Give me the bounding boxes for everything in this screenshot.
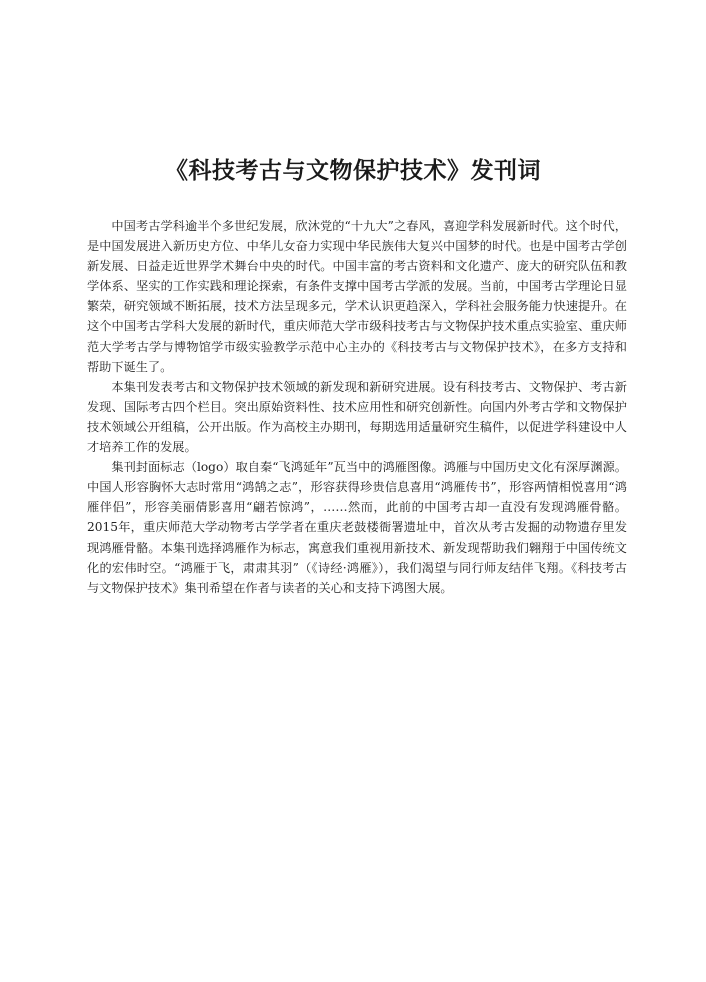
document-body [87, 216, 627, 598]
paragraph-intro: 中国考古学科逾半个多世纪发展，欣沐党的“十九大”之春风，喜迎学科发展新时代。这个时代，是中国发展进入新历史方位、中华儿女奋力实现中华民族伟大复兴中国梦的时代。也是中国考古学创新发展、日益走近世界学术舞台中央的时代。中国丰富的考古资料和文化遗产、庞大的研究队伍和教学体系、坚实的工作实践和理论探索，有条件支撑中国考古学派的发展。当前，中国考古学理论日显繁荣，研究领域不断拓展，技术方法呈现多元，学术认识更趋深入，学科社会服务能力快速提升。在这个中国考古学科大发展的新时代，重庆师范大学市级科技考古与文物保护技术重点实验室、重庆师范大学考古学与博物馆学市级实验教学示范中心主办的《科技考古与文物保护技术》，在多方支持和帮助下诞生了。 [87, 219, 627, 374]
paragraph-logo: 集刊封面标志（logo）取自秦“飞鸿延年”瓦当中的鸿雁图像。鸿雁与中国历史文化有深厚渊源。中国人形容胸怀大志时常用“鸿鹄之志”，形容获得珍贵信息喜用“鸿雁传书”，形容两情相悦喜用“鸿雁伴侣”，形容美丽倩影喜用“翩若惊鸿”，……然而，此前的中国考古却一直没有发现鸿雁骨骼。2015年，重庆师范大学动物考古学学者在重庆老鼓楼衙署遗址中，首次从考古发掘的动物遗存里发现鸿雁骨骼。本集刊选择鸿雁作为标志，寓意我们重视用新技术、新发现帮助我们翱翔于中国传统文化的宏伟时空。“鸿雁于飞，肃肃其羽”（《诗经·鸿雁》），我们渴望与同行师友结伴飞翔。《科技考古与文物保护技术》集刊希望在作者与读者的关心和支持下鸿图大展。 [87, 460, 627, 595]
page-title: 《科技考古与文物保护技术》发刊词 [165, 158, 541, 184]
paragraph-scope: 本集刊发表考古和文物保护技术领域的新发现和新研究进展。设有科技考古、文物保护、考古新发现、国际考古四个栏目。突出原始资料性、技术应用性和研究创新性。向国内外考古学和文物保护技术领域公开组稿，公开出版。作为高校主办期刊，每期选用适量研究生稿件，以促进学科建设中人才培养工作的发展。 [87, 379, 627, 455]
